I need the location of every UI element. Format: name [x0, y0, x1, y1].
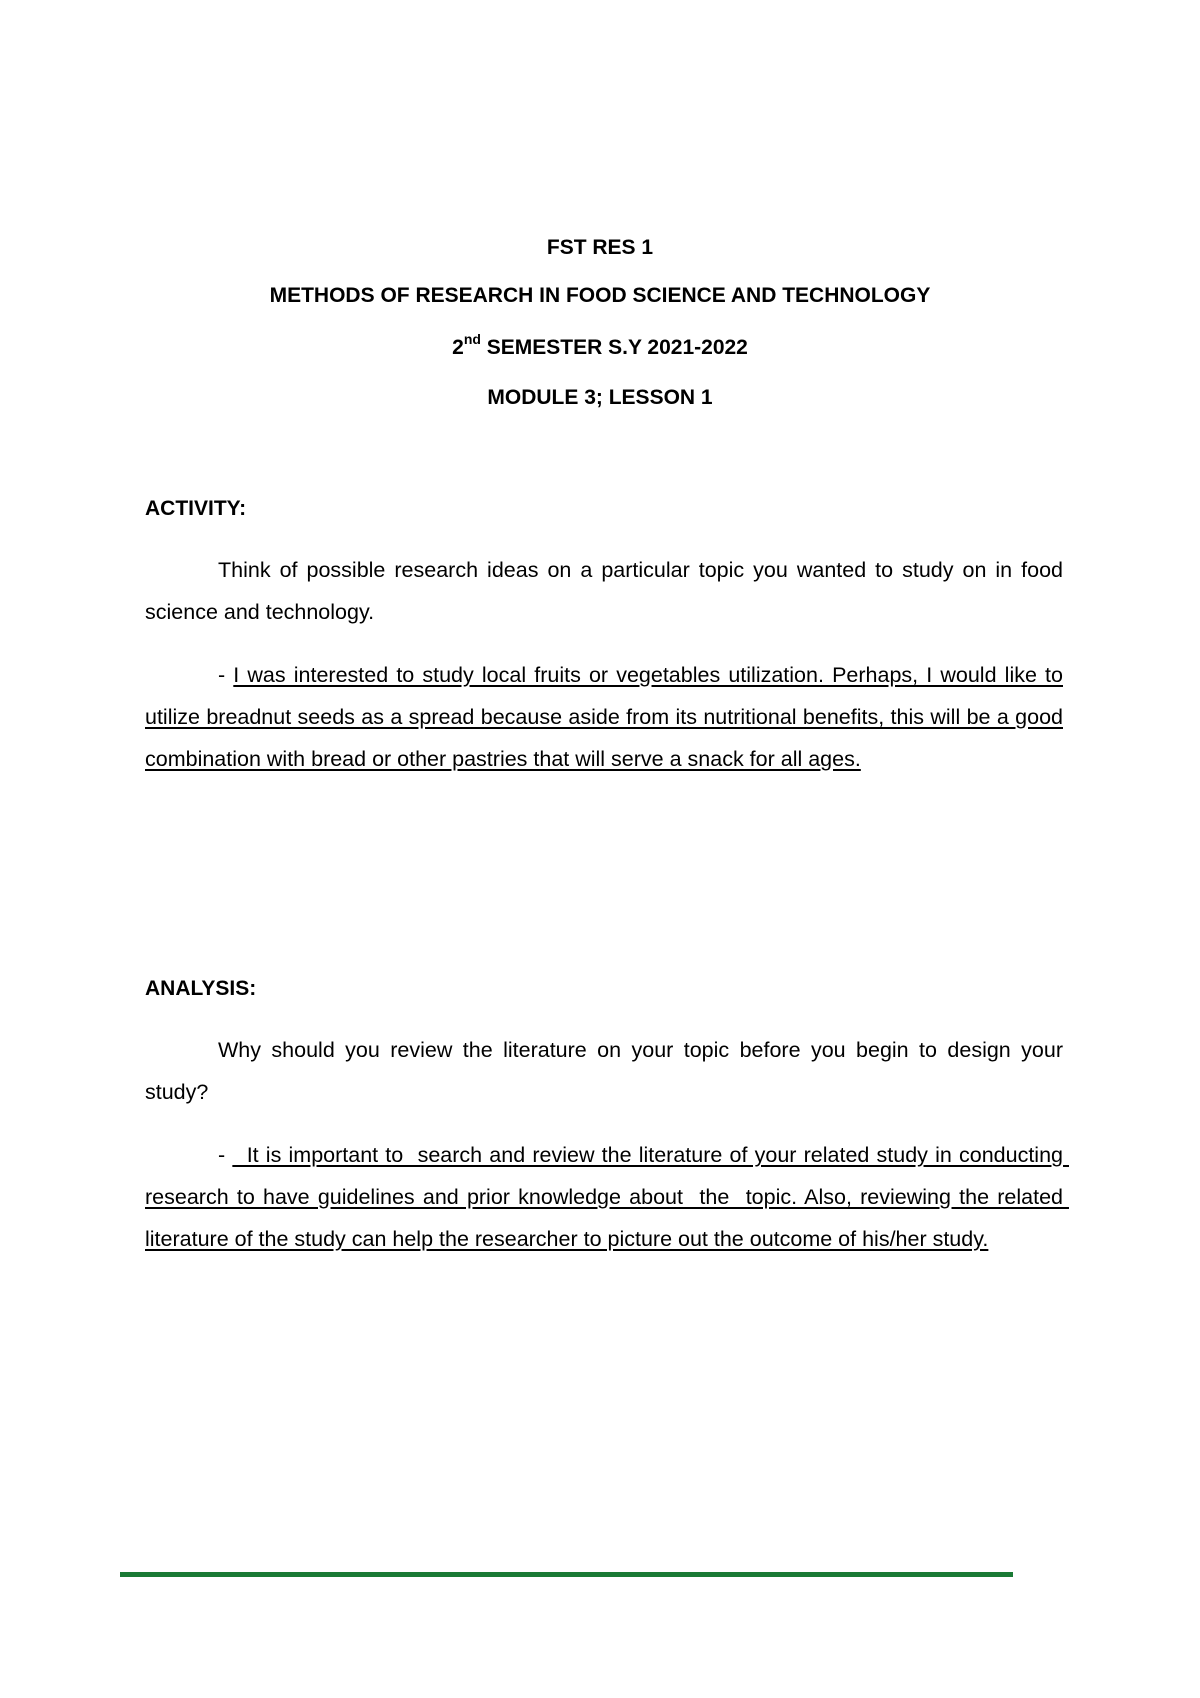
analysis-answer-text: It is important to search and review the literature of your related study in conducting research to have guidelines and prior knowledge about the topic. Also, reviewing the related literature of the study can help the researcher to picture out the outcome of his/her study.	[145, 1143, 1069, 1251]
footer-rule-left	[120, 1572, 140, 1577]
course-title: METHODS OF RESEARCH IN FOOD SCIENCE AND TECHNOLOGY	[269, 284, 931, 307]
footer-rule	[140, 1572, 1013, 1577]
semester-line	[0, 331, 1200, 362]
activity-heading: ACTIVITY:	[145, 497, 247, 520]
course-code: FST RES 1	[546, 236, 654, 259]
activity-prompt: Think of possible research ideas on a particular topic you wanted to study on in food science and technology.	[145, 558, 1063, 624]
activity-answer-dash: -	[218, 663, 234, 687]
semester-number: 2	[452, 336, 464, 359]
module-lesson: MODULE 3; LESSON 1	[487, 386, 713, 409]
analysis-answer	[145, 1134, 1069, 1260]
semester-suffix: nd	[463, 331, 481, 347]
activity-answer	[145, 654, 1063, 780]
semester-text: SEMESTER S.Y 2021-2022	[480, 336, 748, 359]
analysis-prompt: Why should you review the literature on your topic before you begin to design your study?	[145, 1038, 1063, 1104]
activity-answer-text: I was interested to study local fruits or vegetables utilization. Perhaps, I would like to utilize breadnut seeds as a spread because aside from its nutritional benefits, this will be a good combination with bread or other pastries that will serve a snack for all ages.	[145, 663, 1063, 771]
analysis-answer-dash: -	[218, 1143, 233, 1167]
analysis-heading: ANALYSIS:	[145, 977, 257, 1000]
